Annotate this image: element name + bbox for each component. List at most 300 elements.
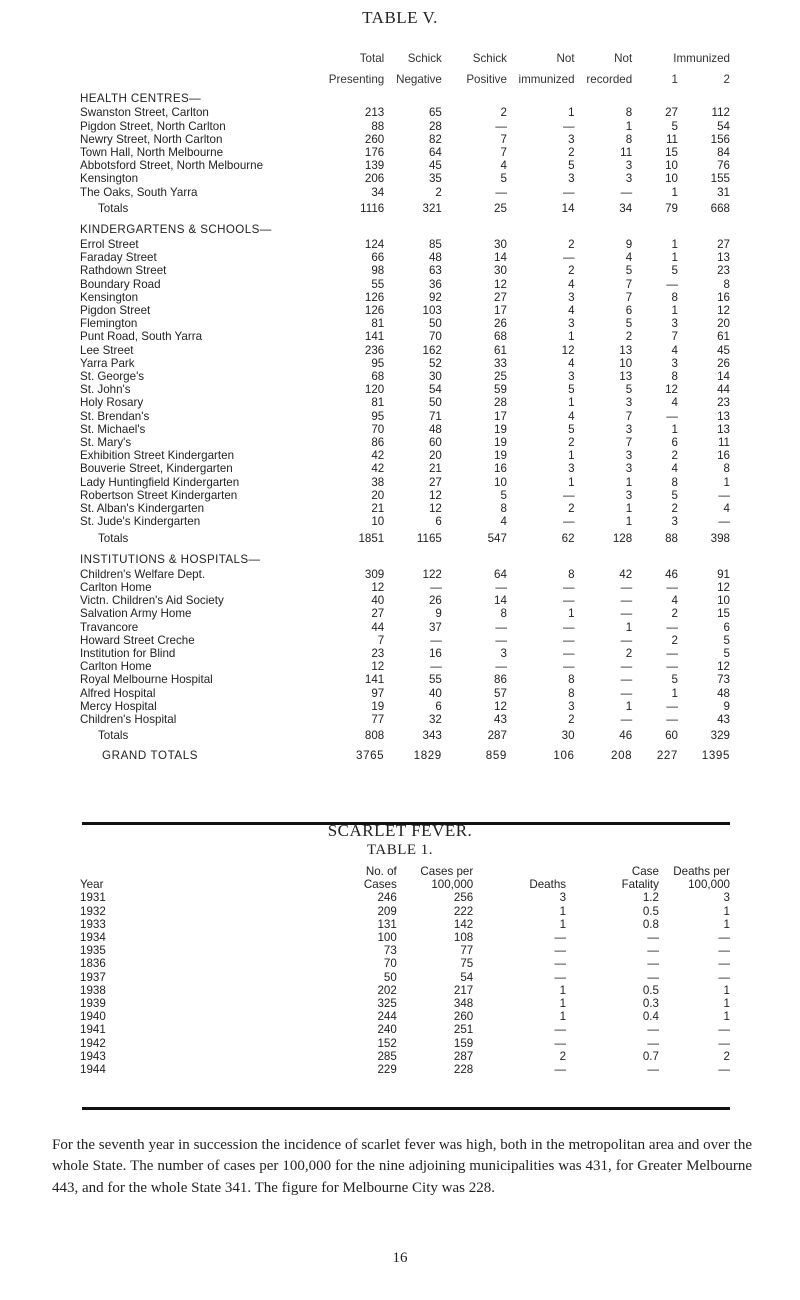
table-row: [80, 291, 730, 304]
cell-value: 287: [453, 1049, 474, 1063]
table-v-header-row-2: [80, 65, 730, 86]
cell-value: 12: [717, 304, 730, 318]
cell-value: 19: [371, 699, 385, 713]
cell-value: 55: [371, 277, 385, 291]
cell-value: 88: [371, 119, 385, 133]
cell-value: —: [718, 970, 730, 984]
cell-value: 120: [364, 383, 385, 397]
col-fatality: Fatality: [621, 878, 659, 892]
table-row: [80, 449, 730, 462]
table-row: [80, 1063, 730, 1076]
cell-value: 3: [625, 488, 633, 502]
cell-value: 75: [460, 957, 474, 971]
cell-value: 5: [500, 488, 507, 502]
cell-value: 44: [717, 383, 730, 397]
cell-value: 3: [671, 317, 678, 331]
cell-value: 222: [453, 904, 474, 918]
row-label: Bouverie Street, Kindergarten: [80, 462, 233, 476]
cell-value: 3: [568, 699, 575, 713]
table-row: [80, 383, 730, 396]
cell-value: —: [554, 957, 567, 971]
row-label: Errol Street: [80, 238, 139, 252]
cell-value: 1: [671, 185, 678, 199]
table-row: [80, 489, 730, 502]
row-label: Rathdown Street: [80, 264, 167, 278]
cell-value: 7: [377, 633, 385, 647]
cell-value: —: [620, 607, 633, 621]
cell-value: 70: [428, 330, 442, 344]
cell-value: 60: [665, 729, 678, 743]
year-cell: 1942: [80, 1036, 106, 1050]
cell-value: 808: [364, 729, 385, 743]
cell-value: —: [620, 660, 633, 674]
cell-value: 92: [428, 290, 442, 304]
cell-value: 3765: [356, 749, 385, 763]
cell-value: 0.4: [642, 1010, 659, 1024]
cell-value: 30: [428, 370, 442, 384]
cell-value: 7: [625, 436, 633, 450]
cell-value: —: [666, 409, 678, 423]
cell-value: 12: [428, 488, 442, 502]
cell-value: 126: [364, 290, 385, 304]
col-immunized-2: 2: [723, 73, 730, 87]
cell-value: 3: [559, 891, 567, 905]
cell-value: 77: [460, 944, 474, 958]
cell-value: 4: [500, 515, 507, 529]
cell-value: 256: [453, 891, 474, 905]
cell-value: —: [495, 620, 507, 634]
col-negative: Negative: [396, 73, 442, 87]
cell-value: 13: [619, 343, 633, 357]
cell-value: 6: [435, 699, 442, 713]
cell-value: —: [718, 488, 730, 502]
cell-value: —: [562, 488, 575, 502]
cell-value: —: [562, 251, 575, 265]
table-row: [80, 146, 730, 159]
cell-value: 309: [364, 567, 385, 581]
cell-value: 2: [568, 238, 575, 252]
cell-value: 12: [494, 277, 507, 291]
cell-value: 27: [371, 607, 385, 621]
cell-value: 50: [428, 317, 442, 331]
totals-row: [80, 529, 730, 548]
table-row: [80, 462, 730, 475]
cell-value: 260: [453, 1010, 474, 1024]
cell-value: 25: [494, 201, 507, 215]
cell-value: 3: [568, 132, 575, 146]
cell-value: 2: [559, 1049, 567, 1063]
cell-value: 1: [568, 330, 575, 344]
cell-value: 0.5: [642, 904, 659, 918]
table-row: [80, 971, 730, 984]
cell-value: —: [620, 594, 633, 608]
cell-value: 52: [428, 356, 442, 370]
cell-value: 7: [625, 290, 633, 304]
table-row: [80, 344, 730, 357]
row-label: Children's Hospital: [80, 712, 177, 726]
table-row: [80, 502, 730, 515]
cell-value: 19: [494, 449, 507, 463]
totals-row: [80, 726, 730, 745]
cell-value: 12: [561, 343, 575, 357]
cell-value: 13: [717, 251, 730, 265]
table-row: [80, 647, 730, 660]
cell-value: 13: [717, 422, 730, 436]
cell-value: 1: [723, 997, 730, 1011]
cell-value: 1: [568, 396, 575, 410]
cell-value: 3: [568, 462, 575, 476]
table-row: [80, 891, 730, 904]
cell-value: 251: [453, 1023, 474, 1037]
table-row: [80, 159, 730, 172]
cell-value: 4: [568, 277, 575, 291]
year-cell: 1937: [80, 970, 106, 984]
col-year: Year: [80, 878, 104, 892]
cell-value: 8: [671, 475, 678, 489]
table-row: [80, 278, 730, 291]
cell-value: 15: [665, 146, 678, 160]
year-cell: 1836: [80, 957, 106, 971]
cell-value: —: [666, 580, 678, 594]
cell-value: 50: [383, 970, 397, 984]
cell-value: 668: [710, 201, 730, 215]
cell-value: —: [620, 686, 633, 700]
cell-value: —: [620, 580, 633, 594]
cell-value: 244: [377, 1010, 397, 1024]
row-label: Robertson Street Kindergarten: [80, 488, 238, 502]
bottom-rule: [82, 1107, 730, 1110]
cell-value: 70: [383, 957, 397, 971]
row-label: St. John's: [80, 383, 131, 397]
cell-value: 126: [364, 304, 385, 318]
cell-value: 3: [625, 159, 633, 173]
cell-value: 1: [568, 449, 575, 463]
cell-value: 0.8: [642, 917, 659, 931]
cell-value: 227: [656, 749, 678, 763]
cell-value: 15: [717, 607, 730, 621]
section-heading-row: [80, 218, 730, 238]
table-row: [80, 370, 730, 383]
cell-value: 108: [453, 931, 474, 945]
col-immunized: Immunized: [673, 52, 730, 65]
cell-value: 287: [487, 729, 507, 743]
cell-value: —: [718, 1036, 730, 1050]
cell-value: 61: [494, 343, 507, 357]
cell-value: 12: [665, 383, 678, 397]
cell-value: 23: [717, 396, 730, 410]
col-no-of: No. of: [365, 865, 397, 878]
table-row: [80, 357, 730, 370]
table-row: [80, 1023, 730, 1036]
cell-value: 285: [377, 1049, 397, 1063]
col-recorded: recorded: [586, 73, 633, 87]
cell-value: 54: [460, 970, 474, 984]
year-cell: 1941: [80, 1023, 106, 1037]
table-1-title: TABLE 1.: [366, 842, 434, 858]
cell-value: —: [647, 1036, 659, 1050]
cell-value: 209: [377, 904, 397, 918]
totals-row: [80, 199, 730, 218]
cell-value: —: [562, 119, 575, 133]
cell-value: 2: [568, 712, 575, 726]
cell-value: 45: [717, 343, 730, 357]
cell-value: 8: [568, 567, 575, 581]
cell-value: 23: [371, 646, 385, 660]
cell-value: 229: [377, 1063, 397, 1077]
cell-value: 73: [717, 673, 730, 687]
cell-value: 95: [371, 356, 385, 370]
table-v: [80, 52, 730, 763]
col-schick-neg: Schick: [407, 52, 442, 65]
cell-value: 4: [671, 396, 678, 410]
cell-value: 2: [671, 607, 678, 621]
cell-value: 71: [428, 409, 442, 423]
cell-value: 8: [625, 132, 633, 146]
cell-value: 30: [494, 238, 507, 252]
table-row: [80, 621, 730, 634]
table-row: [80, 634, 730, 647]
cell-value: 5: [568, 383, 575, 397]
cell-value: 1: [671, 686, 678, 700]
cell-value: 206: [364, 172, 385, 186]
cell-value: 1: [625, 620, 633, 634]
row-label: St. Mary's: [80, 436, 132, 450]
section-heading: INSTITUTIONS & HOSPITALS—: [80, 553, 261, 567]
cell-value: —: [562, 515, 575, 529]
cell-value: 6: [723, 620, 730, 634]
cell-value: 398: [710, 531, 730, 545]
cell-value: —: [647, 957, 659, 971]
cell-value: 5: [625, 317, 633, 331]
cell-value: 16: [717, 449, 730, 463]
cell-value: 84: [717, 146, 730, 160]
col-total: Total: [359, 52, 385, 65]
cell-value: 5: [671, 264, 678, 278]
cell-value: 21: [371, 502, 385, 516]
table-row: [80, 944, 730, 957]
cell-value: 17: [494, 409, 507, 423]
cell-value: 1: [723, 1010, 730, 1024]
cell-value: 128: [612, 531, 633, 545]
cell-value: —: [718, 1023, 730, 1037]
cell-value: 43: [494, 712, 507, 726]
row-label: Abbotsford Street, North Melbourne: [80, 159, 264, 173]
cell-value: 217: [453, 983, 474, 997]
section-heading: HEALTH CENTRES—: [80, 91, 202, 105]
cell-value: 10: [619, 356, 633, 370]
cell-value: 139: [364, 159, 385, 173]
row-label: St. George's: [80, 370, 145, 384]
cell-value: 55: [428, 673, 442, 687]
col-deaths-per-100000: 100,000: [688, 878, 730, 892]
cell-value: —: [430, 633, 442, 647]
col-schick-pos: Schick: [472, 52, 507, 65]
cell-value: —: [666, 620, 678, 634]
cell-value: 142: [453, 917, 474, 931]
cell-value: 4: [671, 343, 678, 357]
cell-value: 81: [371, 396, 385, 410]
cell-value: 14: [717, 370, 730, 384]
cell-value: 86: [494, 673, 507, 687]
cell-value: 329: [710, 729, 730, 743]
year-cell: 1935: [80, 944, 106, 958]
cell-value: 3: [625, 449, 633, 463]
cell-value: 4: [625, 251, 633, 265]
cell-value: —: [666, 646, 678, 660]
cell-value: 348: [453, 997, 474, 1011]
cell-value: 26: [717, 356, 730, 370]
row-label: Flemington: [80, 317, 138, 331]
cell-value: 59: [494, 383, 507, 397]
cell-value: 159: [453, 1036, 474, 1050]
table-row: [80, 905, 730, 918]
col-cases-per: Cases per: [420, 865, 474, 878]
year-cell: 1934: [80, 931, 106, 945]
cell-value: 16: [494, 462, 507, 476]
col-per-100000: 100,000: [431, 878, 474, 892]
cell-value: 7: [625, 277, 633, 291]
cell-value: 5: [625, 383, 633, 397]
cell-value: 4: [568, 409, 575, 423]
cell-value: 5: [671, 119, 678, 133]
col-case: Case: [631, 865, 659, 878]
cell-value: 1: [723, 983, 730, 997]
cell-value: 81: [371, 317, 385, 331]
cell-value: 155: [710, 172, 730, 186]
cell-value: 2: [625, 330, 633, 344]
cell-value: 4: [671, 594, 678, 608]
cell-value: 70: [371, 422, 385, 436]
cell-value: 21: [428, 462, 442, 476]
cell-value: 30: [494, 264, 507, 278]
cell-value: 1: [568, 607, 575, 621]
row-label: Totals: [98, 201, 129, 215]
table-row: [80, 687, 730, 700]
table-v-title: TABLE V.: [362, 8, 438, 27]
cell-value: 141: [364, 330, 385, 344]
cell-value: 1: [723, 475, 730, 489]
cell-value: 176: [364, 146, 385, 160]
year-cell: 1931: [80, 891, 106, 905]
cell-value: —: [620, 633, 633, 647]
cell-value: 57: [494, 686, 507, 700]
cell-value: 3: [723, 891, 730, 905]
col-immunized-1: 1: [671, 73, 678, 87]
cell-value: 8: [671, 370, 678, 384]
cell-value: —: [495, 119, 507, 133]
col-not-recorded: Not: [614, 52, 633, 65]
table-row: [80, 1037, 730, 1050]
cell-value: —: [562, 580, 575, 594]
cell-value: —: [647, 970, 659, 984]
cell-value: 162: [422, 343, 442, 357]
table-row: [80, 238, 730, 251]
table-row: [80, 476, 730, 489]
row-label: St. Brendan's: [80, 409, 150, 423]
cell-value: 64: [428, 146, 442, 160]
table-row: [80, 186, 730, 199]
cell-value: 2: [568, 264, 575, 278]
cell-value: 98: [371, 264, 385, 278]
cell-value: 2: [568, 436, 575, 450]
cell-value: 14: [561, 201, 575, 215]
table-row: [80, 581, 730, 594]
table-row: [80, 264, 730, 277]
cell-value: 9: [625, 238, 633, 252]
cell-value: 1829: [413, 749, 442, 763]
cell-value: —: [620, 712, 633, 726]
row-label: Kensington: [80, 290, 139, 304]
cell-value: 10: [665, 172, 678, 186]
row-label: Children's Welfare Dept.: [80, 567, 206, 581]
cell-value: 23: [717, 264, 730, 278]
table-row: [80, 172, 730, 185]
cell-value: —: [718, 957, 730, 971]
cell-value: —: [718, 944, 730, 958]
cell-value: 8: [671, 290, 678, 304]
cell-value: 0.5: [642, 983, 659, 997]
cell-value: 11: [665, 132, 678, 146]
cell-value: —: [562, 660, 575, 674]
table-row: [80, 410, 730, 423]
cell-value: 13: [717, 409, 730, 423]
col-presenting: Presenting: [328, 73, 385, 87]
row-label: Institution for Blind: [80, 646, 176, 660]
cell-value: 2: [500, 106, 507, 120]
cell-value: —: [554, 1036, 567, 1050]
cell-value: 5: [568, 159, 575, 173]
cell-value: 16: [717, 290, 730, 304]
cell-value: 325: [377, 997, 397, 1011]
cell-value: 1: [671, 422, 678, 436]
cell-value: —: [562, 185, 575, 199]
row-label: Holy Rosary: [80, 396, 144, 410]
cell-value: 1: [625, 119, 633, 133]
year-cell: 1939: [80, 997, 106, 1011]
cell-value: 3: [625, 172, 633, 186]
row-label: Alfred Hospital: [80, 686, 156, 700]
cell-value: 68: [371, 370, 385, 384]
row-label: Swanston Street, Carlton: [80, 106, 209, 120]
cell-value: 36: [428, 277, 442, 291]
cell-value: 46: [665, 567, 678, 581]
cell-value: 77: [371, 712, 385, 726]
cell-value: —: [562, 646, 575, 660]
table-1-header-row-2: [80, 878, 730, 891]
cell-value: 27: [428, 475, 442, 489]
year-cell: 1943: [80, 1049, 106, 1063]
cell-value: 5: [723, 646, 730, 660]
cell-value: 547: [487, 531, 507, 545]
cell-value: 1.2: [642, 891, 659, 905]
cell-value: —: [554, 1023, 567, 1037]
cell-value: 46: [619, 729, 633, 743]
cell-value: 3: [568, 290, 575, 304]
table-row: [80, 317, 730, 330]
cell-value: 8: [568, 673, 575, 687]
table-row: [80, 957, 730, 970]
cell-value: 13: [619, 370, 633, 384]
scarlet-fever-title: SCARLET FEVER.: [327, 821, 473, 840]
cell-value: —: [718, 1063, 730, 1077]
cell-value: 8: [568, 686, 575, 700]
cell-value: 1: [559, 997, 567, 1011]
year-cell: 1944: [80, 1063, 106, 1077]
cell-value: 4: [500, 159, 507, 173]
cell-value: 8: [500, 607, 507, 621]
cell-value: —: [718, 515, 730, 529]
cell-value: 48: [428, 422, 442, 436]
